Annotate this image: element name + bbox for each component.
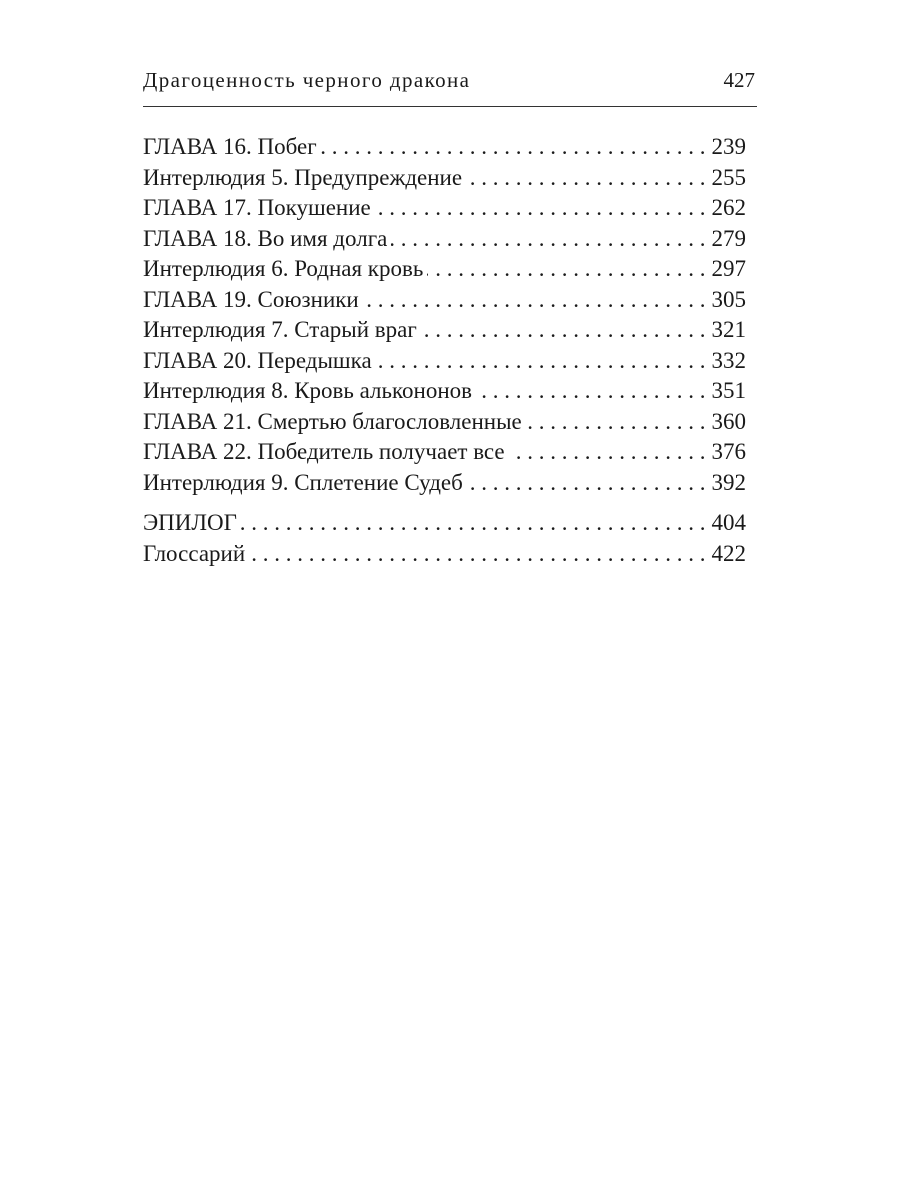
toc-entry: [143, 346, 746, 377]
toc-entry-page: 262: [711, 195, 746, 220]
toc-entry: [143, 224, 746, 255]
toc-entry: [143, 437, 746, 468]
toc-entry-title: Интерлюдия 7. Старый враг: [143, 317, 417, 342]
toc-entry-page: 360: [711, 408, 746, 434]
toc-entry-title: ЭПИЛОГ: [143, 510, 237, 535]
toc-entry-page: 279: [711, 225, 746, 251]
toc-entry: [143, 376, 746, 407]
toc-entry-title: ГЛАВА 19. Союзники: [143, 286, 359, 312]
toc-entry-page: 305: [711, 286, 746, 312]
toc-entry-page: 351: [711, 378, 746, 403]
toc-group-backmatter: [143, 508, 746, 569]
dot-leader: [467, 468, 706, 499]
toc-entry-title: ГЛАВА 20. Передышка: [143, 347, 372, 373]
page-number: 427: [723, 68, 755, 92]
dot-leader: [421, 315, 706, 346]
dot-leader: [249, 539, 705, 570]
dot-leader: [391, 224, 705, 255]
toc-entry-title: ГЛАВА 16. Побег: [143, 134, 317, 159]
dot-leader: [321, 132, 706, 163]
toc-entry: [143, 539, 746, 570]
dot-leader: [526, 407, 706, 438]
toc-entry: [143, 315, 746, 346]
toc-entry-title: Интерлюдия 9. Сплетение Судеб: [143, 469, 463, 495]
toc-entry-title: ГЛАВА 22. Победитель получает все: [143, 439, 505, 464]
toc-entry-page: 239: [711, 134, 746, 159]
toc-entry: [143, 132, 746, 163]
dot-leader: [376, 346, 706, 377]
toc-entry-page: 376: [711, 439, 746, 464]
dot-leader: [375, 193, 706, 224]
toc-entry-page: 332: [711, 347, 746, 373]
dot-leader: [466, 163, 705, 194]
toc-entry: [143, 468, 746, 499]
dot-leader: [241, 508, 706, 539]
toc-entry-title: Интерлюдия 5. Предупреждение: [143, 164, 463, 190]
toc-entry-page: 297: [711, 256, 746, 281]
dot-leader: [363, 285, 706, 316]
running-title: Драгоценность черного дракона: [143, 68, 471, 92]
toc-entry: [143, 254, 746, 285]
dot-leader: [509, 437, 706, 468]
toc-entry-page: 392: [711, 469, 746, 495]
toc-entry-title: ГЛАВА 21. Смертью благословленные: [143, 408, 522, 434]
toc-entry: [143, 193, 746, 224]
toc-entry-title: Интерлюдия 8. Кровь алькононов: [143, 378, 473, 403]
toc-entry: [143, 407, 746, 438]
toc-entry-title: ГЛАВА 17. Покушение: [143, 195, 371, 220]
toc-entry-page: 422: [711, 540, 746, 566]
toc-entry-page: 321: [711, 317, 746, 342]
toc-entry: [143, 163, 746, 194]
toc-entry: [143, 285, 746, 316]
table-of-contents: [143, 132, 746, 569]
toc-entry-title: ГЛАВА 18. Во имя долга: [143, 225, 388, 251]
toc-entry-title: Глоссарий: [143, 540, 246, 566]
dot-leader: [476, 376, 705, 407]
toc-group-chapters: [143, 132, 746, 498]
toc-entry-title: Интерлюдия 6. Родная кровь: [143, 256, 424, 281]
dot-leader: [427, 254, 705, 285]
toc-entry: [143, 508, 746, 539]
running-header: [143, 66, 757, 107]
toc-entry-page: 255: [711, 164, 746, 190]
toc-entry-page: 404: [711, 510, 746, 535]
